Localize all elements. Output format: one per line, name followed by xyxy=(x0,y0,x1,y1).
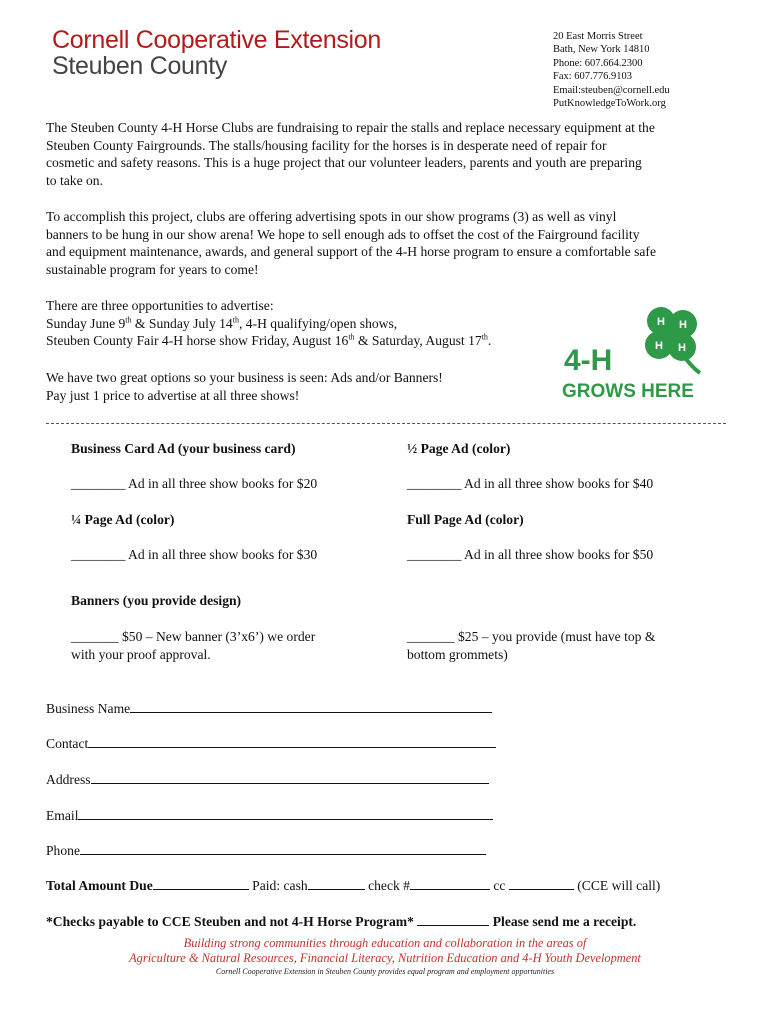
text-line: and equipment maintenance, awards, and general support of the 4-H horse program to ensure a comfortable safe xyxy=(46,244,656,260)
footer-line-1: Building strong communities through education and collaboration in the areas of xyxy=(183,936,587,950)
quarter-page-ad-option[interactable]: ________ Ad in all three show books for $30 xyxy=(71,547,318,562)
website: PutKnowledgeToWork.org xyxy=(553,98,666,110)
contact-block xyxy=(553,30,670,110)
email-input-line[interactable] xyxy=(78,807,493,820)
text-line: There are three opportunities to advertise: xyxy=(46,298,274,313)
email-field[interactable] xyxy=(46,807,493,824)
check-number-input-line[interactable] xyxy=(410,877,490,890)
intro-paragraph-3 xyxy=(46,297,546,350)
equal-opportunity-statement: Cornell Cooperative Extension in Steuben County provides equal program and employment opportunities xyxy=(215,967,555,976)
checks-payable-line xyxy=(46,913,636,930)
half-page-ad-title: ½ Page Ad (color) xyxy=(407,441,511,456)
full-page-ad-title: Full Page Ad (color) xyxy=(407,512,524,527)
total-amount-input-line[interactable] xyxy=(153,877,249,890)
receipt-input-line[interactable] xyxy=(417,913,489,926)
text-line: banners to be hung in our show arena! We hope to sell enough ads to offset the cost of the Fairground facility xyxy=(46,226,640,242)
cce-will-call-note: (CCE will call) xyxy=(577,878,661,893)
intro-paragraph-2 xyxy=(46,208,730,278)
send-receipt-label: Please send me a receipt. xyxy=(492,914,637,929)
cash-input-line[interactable] xyxy=(308,877,365,890)
text-line: cosmetic and safety reasons. This is a huge project that our volunteer leaders, parents and youth are preparing xyxy=(46,155,642,171)
address-label: Address xyxy=(46,772,91,787)
email-address: Email:steuben@cornell.edu xyxy=(553,84,670,96)
text-segment: Steuben County Fair 4-H horse show Friday, August 16 xyxy=(46,333,349,349)
contact-label: Contact xyxy=(46,736,89,751)
half-page-ad-option[interactable]: ________ Ad in all three show books for $40 xyxy=(407,476,654,491)
clover-icon xyxy=(558,301,718,403)
banners-title: Banners (you provide design) xyxy=(71,593,242,608)
svg-text:H: H xyxy=(678,342,686,354)
city-address: Bath, New York 14810 xyxy=(553,44,650,56)
show-dates-line xyxy=(46,315,546,333)
business-card-ad-option[interactable]: ________ Ad in all three show books for $20 xyxy=(71,476,318,491)
footer-mission xyxy=(0,936,770,967)
text-line: with your proof approval. xyxy=(71,647,211,662)
total-amount-due-label: Total Amount Due xyxy=(46,878,153,893)
grows-here-slogan: GROWS HERE xyxy=(562,381,694,402)
own-banner-option[interactable] xyxy=(407,628,655,664)
paid-cash-label: Paid: cash xyxy=(252,878,308,893)
contact-field[interactable] xyxy=(46,735,496,752)
text-line: We have two great options so your business is seen: Ads and/or Banners! xyxy=(46,370,443,385)
dashed-separator xyxy=(46,423,726,424)
text-line: To accomplish this project, clubs are offering advertising spots in our show programs (3) as well as vinyl xyxy=(46,209,617,224)
ordinal-suffix: th xyxy=(481,332,488,342)
phone-input-line[interactable] xyxy=(80,842,486,855)
svg-text:H: H xyxy=(655,340,663,352)
phone-field[interactable] xyxy=(46,842,486,859)
intro-paragraph-4 xyxy=(46,369,546,404)
business-name-field[interactable] xyxy=(46,700,492,717)
svg-text:H: H xyxy=(679,319,687,331)
text-line: bottom grommets) xyxy=(407,647,508,662)
business-name-input-line[interactable] xyxy=(130,700,492,713)
email-label: Email xyxy=(46,808,79,823)
logo-line-2: Steuben County xyxy=(52,52,228,80)
phone-number: Phone: 607.664.2300 xyxy=(553,57,643,69)
phone-label: Phone xyxy=(46,843,80,858)
footer-line-2: Agriculture & Natural Resources, Financial Literacy, Nutrition Education and 4-H Youth Development xyxy=(129,951,641,966)
contact-input-line[interactable] xyxy=(88,735,496,748)
check-label: check # xyxy=(368,878,410,893)
fair-dates-line xyxy=(46,332,546,350)
text-line: _______ $25 – you provide (must have top & xyxy=(407,629,656,644)
street-address: 20 East Morris Street xyxy=(553,31,643,42)
quarter-page-ad-title: ¼ Page Ad (color) xyxy=(71,512,175,527)
four-h-logo xyxy=(558,301,718,403)
text-line: _______ $50 – New banner (3’x6’) we order xyxy=(71,629,316,644)
text-line: to take on. xyxy=(46,172,104,188)
text-segment: Sunday June 9 xyxy=(46,315,126,331)
ordinal-suffix: th xyxy=(125,315,132,325)
intro-paragraph-1 xyxy=(46,119,730,189)
cc-input-line[interactable] xyxy=(509,877,574,890)
ordinal-suffix: th xyxy=(232,315,239,325)
fax-number: Fax: 607.776.9103 xyxy=(553,71,633,83)
text-segment: & Sunday July 14 xyxy=(131,315,233,331)
payment-line xyxy=(46,877,660,894)
business-name-label: Business Name xyxy=(46,701,131,716)
text-line: Pay just 1 price to advertise at all three shows! xyxy=(46,387,300,403)
text-segment: . xyxy=(487,333,492,349)
svg-text:H: H xyxy=(657,316,665,328)
four-h-brand: 4-H xyxy=(564,344,613,377)
text-segment: , 4-H qualifying/open shows, xyxy=(238,315,398,331)
cc-label: cc xyxy=(493,878,506,893)
text-line: The Steuben County 4-H Horse Clubs are fundraising to repair the stalls and replace necessary equipment at the xyxy=(46,120,655,135)
new-banner-option[interactable] xyxy=(71,628,315,664)
business-card-ad-title: Business Card Ad (your business card) xyxy=(71,441,296,456)
logo-line-1: Cornell Cooperative Extension xyxy=(52,26,381,54)
address-input-line[interactable] xyxy=(91,771,489,784)
ordinal-suffix: th xyxy=(348,332,355,342)
address-field[interactable] xyxy=(46,771,489,788)
checks-payable-note: *Checks payable to CCE Steuben and not 4-H Horse Program* xyxy=(46,914,414,929)
full-page-ad-option[interactable]: ________ Ad in all three show books for $50 xyxy=(407,547,654,562)
text-segment: & Saturday, August 17 xyxy=(354,333,482,349)
text-line: Steuben County Fairgrounds. The stalls/housing facility for the horses is in desperate need of repair for xyxy=(46,137,607,153)
text-line: sustainable program for years to come! xyxy=(46,261,259,277)
